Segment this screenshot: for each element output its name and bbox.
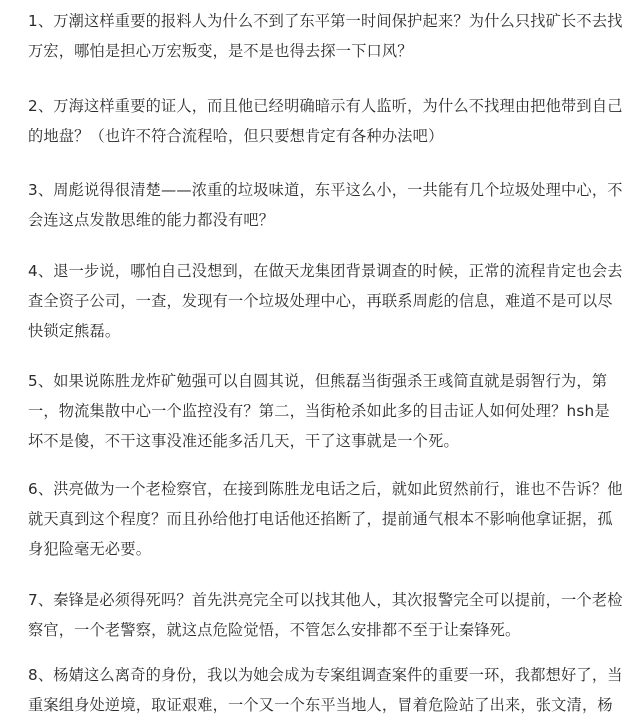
paragraph-4: 4、退一步说，哪怕自己没想到，在做天龙集团背景调查的时候，正常的流程肯定也会去查全资子公司，一查，发现有一个垃圾处理中心，再联系周彪的信息，难道不是可以尽快锁定熊磊。 — [28, 262, 623, 340]
paragraph-7: 7、秦锋是必须得死吗？首先洪亮完全可以找其他人，其次报警完全可以提前，一个老检察官，一个老警察，就这点危险觉悟，不管怎么安排都不至于让秦锋死。 — [28, 591, 623, 639]
paragraph-5: 5、如果说陈胜龙炸矿勉强可以自圆其说，但熊磊当街强杀王彧简直就是弱智行为，第一，物流集散中心一个监控没有？第二，当街枪杀如此多的目击证人如何处理？hsh是坏不是傻，不干这事没准还能多活几天，干了这事就是一个死。 — [28, 372, 610, 450]
paragraph-2: 2、万海这样重要的证人，而且他已经明确暗示有人监听，为什么不找理由把他带到自己的地盘？（也许不符合流程哈，但只要想肯定有各种办法吧） — [28, 97, 623, 145]
paragraph-8: 8、杨婧这么离奇的身份，我以为她会成为专案组调查案件的重要一环，我都想好了，当重案组身处逆境，取证艰难，一个又一个东平当地人，冒着危险站了出来，张文清，杨 — [28, 666, 623, 714]
paragraph-1: 1、万潮这样重要的报料人为什么不到了东平第一时间保护起来？为什么只找矿长不去找万宏，哪怕是担心万宏叛变，是不是也得去探一下口风？ — [28, 12, 623, 60]
paragraph-6: 6、洪亮做为一个老检察官，在接到陈胜龙电话之后，就如此贸然前行，谁也不告诉？他就天真到这个程度？而且孙给他打电话他还掐断了，提前通气根本不影响他拿证据，孤身犯险毫无必要。 — [28, 480, 623, 558]
paragraph-3: 3、周彪说得很清楚——浓重的垃圾味道，东平这么小，一共能有几个垃圾处理中心，不会连这点发散思维的能力都没有吧？ — [28, 181, 623, 229]
